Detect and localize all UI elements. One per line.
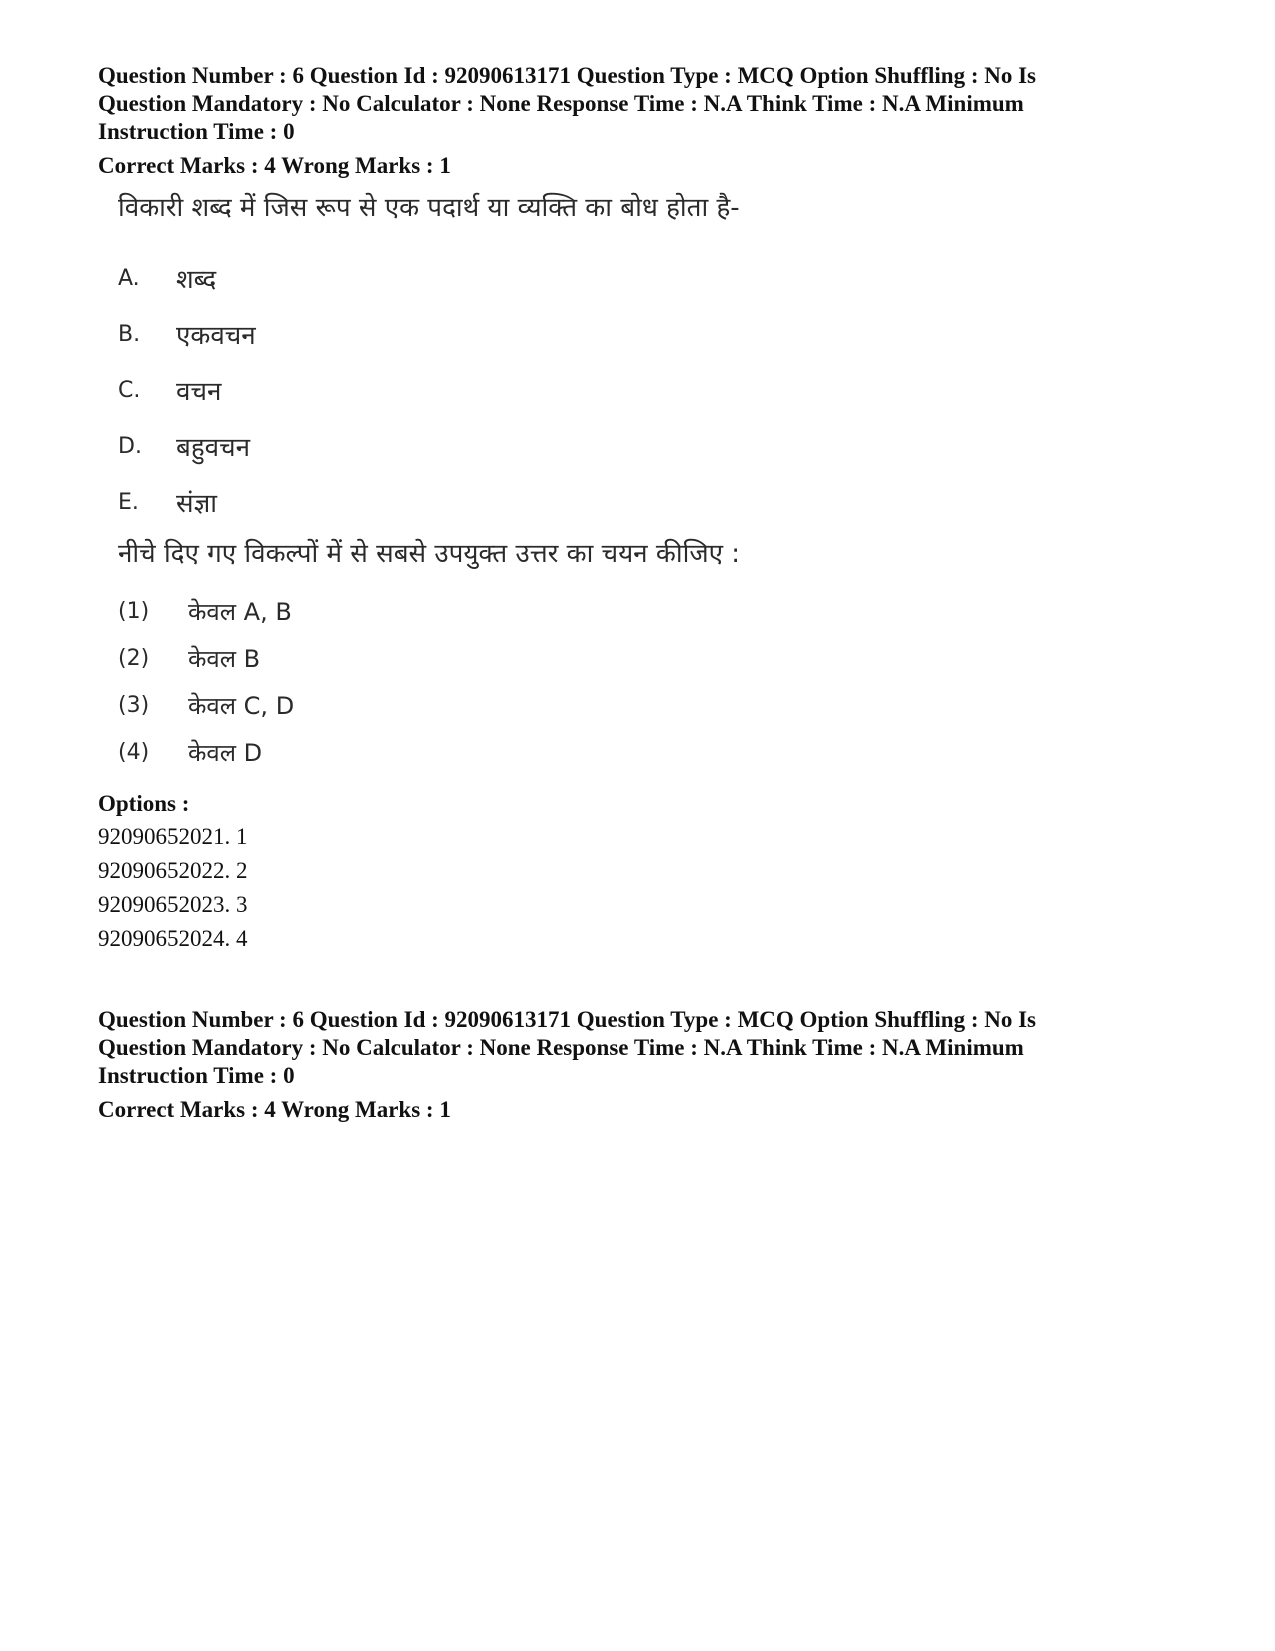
choice-number: (2) xyxy=(118,646,150,671)
statement-item xyxy=(118,250,1178,306)
marks-line: Correct Marks : 4 Wrong Marks : 1 xyxy=(98,153,451,178)
option-line: 92090652022. 2 xyxy=(98,858,248,883)
question-header-repeat xyxy=(98,1006,1178,1124)
header-line-2: Question Mandatory : No Calculator : None Response Time : N.A Think Time : N.A Minimum xyxy=(98,1035,1024,1060)
statement-letter: C. xyxy=(118,377,141,403)
option-line: 92090652023. 3 xyxy=(98,892,248,917)
option-line: 92090652021. 1 xyxy=(98,824,248,849)
statement-text: संज्ञा xyxy=(176,489,217,519)
question-stem: विकारी शब्द में जिस रूप से एक पदार्थ या व्यक्ति का बोध होता है- xyxy=(118,193,740,223)
options-title: Options : xyxy=(98,791,190,816)
option-line: 92090652024. 4 xyxy=(98,926,248,951)
marks-line: Correct Marks : 4 Wrong Marks : 1 xyxy=(98,1097,451,1122)
header-line-3: Instruction Time : 0 xyxy=(98,1063,295,1088)
choice-item xyxy=(118,588,1178,635)
choice-number: (1) xyxy=(118,599,150,624)
statement-letter: E. xyxy=(118,489,139,515)
choice-item xyxy=(118,729,1178,776)
choice-number: (3) xyxy=(118,693,150,718)
statement-text: बहुवचन xyxy=(176,433,251,463)
statement-text: वचन xyxy=(176,377,222,407)
header-line-1: Question Number : 6 Question Id : 92090613171 Question Type : MCQ Option Shuffling : No Is xyxy=(98,1007,1037,1032)
statement-item xyxy=(118,474,1178,530)
choice-text: केवल D xyxy=(188,739,263,767)
document-page xyxy=(98,62,1178,1124)
options-section xyxy=(98,788,1178,956)
question-header xyxy=(98,62,1178,180)
question-instruction: नीचे दिए गए विकल्पों में से सबसे उपयुक्त उत्तर का चयन कीजिए : xyxy=(118,539,741,569)
statement-item xyxy=(118,418,1178,474)
question-body xyxy=(118,188,1178,776)
header-line-3: Instruction Time : 0 xyxy=(98,119,295,144)
choice-text: केवल B xyxy=(188,645,261,673)
header-line-1: Question Number : 6 Question Id : 92090613171 Question Type : MCQ Option Shuffling : No Is xyxy=(98,63,1037,88)
choice-text: केवल C, D xyxy=(188,692,295,720)
choice-item xyxy=(118,635,1178,682)
header-line-2: Question Mandatory : No Calculator : None Response Time : N.A Think Time : N.A Minimum xyxy=(98,91,1024,116)
statement-letter: B. xyxy=(118,321,141,347)
statement-letter: D. xyxy=(118,433,142,459)
statement-letter: A. xyxy=(118,265,140,291)
statement-item xyxy=(118,362,1178,418)
statement-text: शब्द xyxy=(176,265,217,295)
statement-text: एकवचन xyxy=(176,321,256,351)
choice-number: (4) xyxy=(118,740,150,765)
choice-item xyxy=(118,682,1178,729)
statement-item xyxy=(118,306,1178,362)
choice-text: केवल A, B xyxy=(188,598,292,626)
